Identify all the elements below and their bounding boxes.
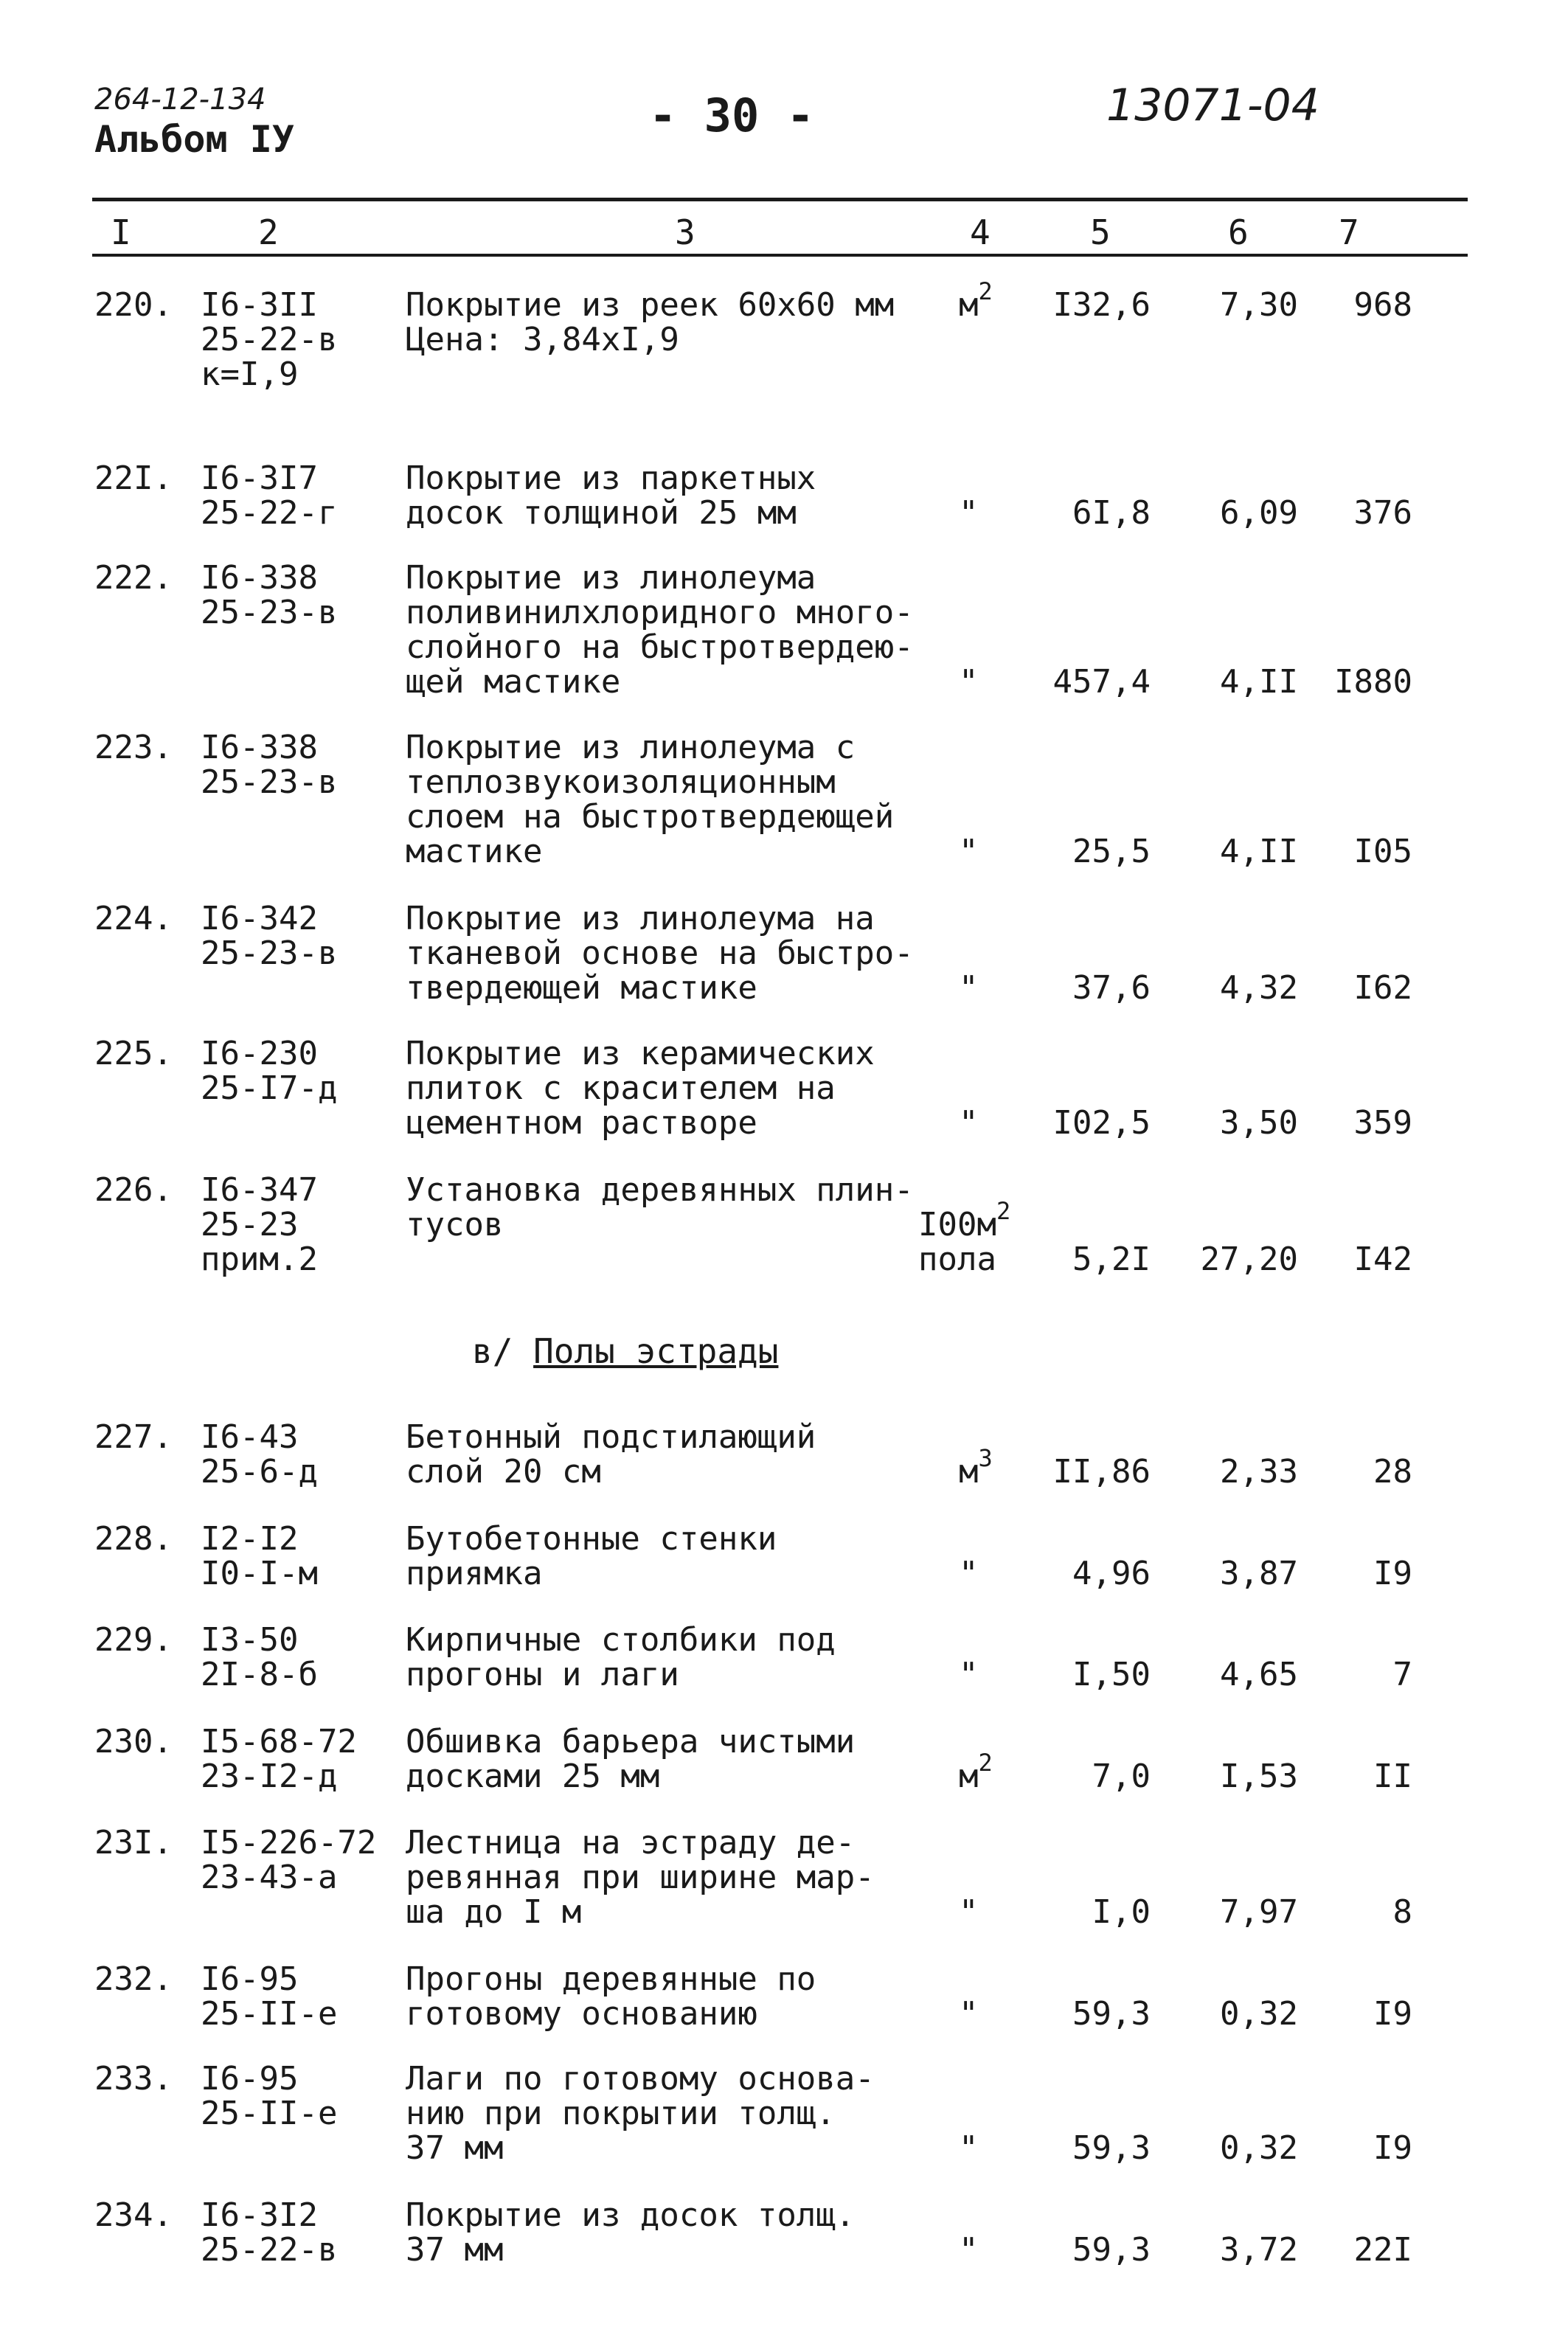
unit-text: ": [959, 1893, 979, 1931]
work-description: Обшивка барьера чистыми досками 25 мм: [406, 1723, 856, 1795]
total-cost: 359: [1353, 1104, 1412, 1142]
row-number: 222.: [94, 559, 173, 597]
quantity: I,50: [1072, 1656, 1151, 1693]
total-cost: 7: [1392, 1656, 1412, 1693]
quantity: 59,3: [1072, 2129, 1151, 2167]
column-header-7: 7: [1339, 212, 1359, 252]
unit-price: I,53: [1220, 1758, 1298, 1795]
quantity: 5,2I: [1072, 1241, 1151, 1278]
row-number: 228.: [94, 1520, 173, 1558]
row-number: 224.: [94, 900, 173, 937]
unit-text: ": [959, 494, 979, 532]
unit-superscript: 2: [996, 1197, 1011, 1225]
column-header-2: 2: [258, 212, 279, 252]
unit-text: ": [959, 663, 979, 701]
unit-text: м: [959, 1758, 979, 1795]
header-rule: [92, 254, 1468, 257]
column-header-1: I: [111, 212, 131, 252]
row-number: 226.: [94, 1171, 173, 1209]
total-cost: I42: [1353, 1241, 1412, 1278]
total-cost: I62: [1353, 969, 1412, 1007]
quantity: I02,5: [1052, 1104, 1151, 1142]
norm-code: I6-338 25-23-в: [201, 559, 338, 631]
work-description: Кирпичные столбики под прогоны и лаги: [406, 1621, 836, 1693]
row-number: 23I.: [94, 1824, 173, 1862]
unit-price: 27,20: [1200, 1241, 1298, 1278]
quantity: I,0: [1092, 1893, 1151, 1931]
total-cost: 8: [1392, 1893, 1412, 1931]
page-number: - 30 -: [649, 89, 814, 142]
unit: [959, 1106, 979, 1140]
unit-text: ": [959, 969, 979, 1007]
unit-text: м: [959, 286, 979, 324]
document-number: 13071-04: [1106, 80, 1319, 131]
unit-price: 6,09: [1220, 494, 1298, 532]
section-heading: [472, 1331, 778, 1371]
unit: [959, 1444, 993, 1491]
column-header-6: 6: [1228, 212, 1249, 252]
unit-text: ": [959, 1555, 979, 1592]
unit-price: 2,33: [1220, 1453, 1298, 1491]
unit: [959, 1997, 979, 2031]
quantity: II,86: [1052, 1453, 1151, 1491]
unit-text: м: [959, 1453, 979, 1491]
norm-code: I6-95 25-II-е: [201, 2060, 338, 2132]
norm-code: I6-230 25-I7-д: [201, 1035, 338, 1107]
unit-text: ": [959, 1104, 979, 1142]
norm-code: I6-347 25-23 прим.2: [201, 1171, 318, 1278]
work-description: Покрытие из реек 60x60 мм Цена: 3,84xI,9: [406, 286, 895, 358]
top-rule: [92, 198, 1468, 201]
unit-price: 4,32: [1220, 969, 1298, 1007]
unit: [959, 496, 979, 530]
row-number: 225.: [94, 1035, 173, 1072]
work-description: Покрытие из керамических плиток с красителем на цементном растворе: [406, 1035, 875, 1142]
norm-code: I6-3II 25-22-в к=I,9: [201, 286, 338, 393]
work-description: Покрытие из досок толщ. 37 мм: [406, 2196, 856, 2269]
total-cost: I880: [1334, 663, 1412, 701]
row-number: 229.: [94, 1621, 173, 1659]
unit-price: 0,32: [1220, 1995, 1298, 2033]
row-number: 232.: [94, 1960, 173, 1998]
unit: [959, 834, 979, 869]
work-description: Покрытие из линолеума на тканевой основе на быстро- твердеющей мастике: [406, 900, 914, 1007]
norm-code: I3-50 2I-8-б: [201, 1621, 318, 1693]
unit-price: 4,II: [1220, 833, 1298, 870]
unit-price: 3,50: [1220, 1104, 1298, 1142]
unit: [959, 2131, 979, 2165]
album-code: 264-12-134: [94, 83, 266, 117]
unit-superscript: 2: [978, 1749, 993, 1777]
row-number: 22I.: [94, 459, 173, 497]
total-cost: 22I: [1353, 2231, 1412, 2269]
norm-code: I6-3I2 25-22-в: [201, 2196, 338, 2269]
norm-code: I5-226-72 23-43-а: [201, 1824, 377, 1896]
norm-code: I6-338 25-23-в: [201, 729, 338, 801]
quantity: I32,6: [1052, 286, 1151, 324]
unit-text: ": [959, 1656, 979, 1693]
norm-code: I5-68-72 23-I2-д: [201, 1723, 357, 1795]
unit: [959, 1895, 979, 1929]
quantity: 4,96: [1072, 1555, 1151, 1592]
unit-text: ": [959, 833, 979, 870]
unit-text: ": [959, 2231, 979, 2269]
norm-code: I6-95 25-II-е: [201, 1960, 338, 2033]
row-number: 227.: [94, 1418, 173, 1456]
work-description: Бутобетонные стенки приямка: [406, 1520, 777, 1592]
unit-price: 4,65: [1220, 1656, 1298, 1693]
section-title: Полы эстрады: [533, 1331, 779, 1371]
unit: [959, 1657, 979, 1692]
unit: [959, 1749, 993, 1795]
quantity: 59,3: [1072, 2231, 1151, 2269]
row-number: 233.: [94, 2060, 173, 2098]
unit: [959, 2233, 979, 2267]
quantity: 7,0: [1092, 1758, 1151, 1795]
unit: [959, 665, 979, 699]
total-cost: I9: [1373, 1555, 1412, 1592]
unit-superscript: 3: [978, 1444, 993, 1472]
album-title: Альбом IУ: [94, 118, 294, 161]
total-cost: I9: [1373, 1995, 1412, 2033]
unit-price: 4,II: [1220, 663, 1298, 701]
work-description: Покрытие из линолеума поливинилхлоридного много- слойного на быстротвердею- щей мастике: [406, 559, 914, 701]
norm-code: I2-I2 I0-I-м: [201, 1520, 318, 1592]
work-description: Лестница на эстраду де- ревянная при ширине мар- ша до I м: [406, 1824, 875, 1931]
unit: [959, 277, 993, 324]
work-description: Покрытие из паркетных досок толщиной 25 мм: [406, 459, 816, 532]
total-cost: 376: [1353, 494, 1412, 532]
unit: [959, 1556, 979, 1591]
total-cost: II: [1373, 1758, 1412, 1795]
norm-code: I6-342 25-23-в: [201, 900, 338, 972]
quantity: 457,4: [1052, 663, 1151, 701]
row-number: 220.: [94, 286, 173, 324]
work-description: Установка деревянных плин- тусов: [406, 1171, 914, 1243]
unit-superscript: 2: [978, 277, 993, 305]
unit-price: 3,72: [1220, 2231, 1298, 2269]
unit: [959, 971, 979, 1005]
total-cost: I9: [1373, 2129, 1412, 2167]
quantity: 37,6: [1072, 969, 1151, 1007]
column-header-5: 5: [1090, 212, 1111, 252]
norm-code: I6-3I7 25-22-г: [201, 459, 338, 532]
row-number: 223.: [94, 729, 173, 766]
quantity: 59,3: [1072, 1995, 1151, 2033]
column-header-4: 4: [970, 212, 991, 252]
work-description: Бетонный подстилающий слой 20 см: [406, 1418, 816, 1491]
total-cost: 968: [1353, 286, 1412, 324]
unit-text: ": [959, 2129, 979, 2167]
total-cost: I05: [1353, 833, 1412, 870]
unit-price: 3,87: [1220, 1555, 1298, 1592]
unit: $I00м^2$ пола: [918, 1197, 1011, 1278]
column-header-3: 3: [675, 212, 695, 252]
total-cost: 28: [1373, 1453, 1412, 1491]
work-description: Прогоны деревянные по готовому основанию: [406, 1960, 816, 2033]
unit-price: 0,32: [1220, 2129, 1298, 2167]
section-prefix: в/: [472, 1331, 534, 1371]
row-number: 234.: [94, 2196, 173, 2234]
unit-text: I00м: [918, 1206, 996, 1243]
work-description: Лаги по готовому основа- нию при покрытии толщ. 37 мм: [406, 2060, 875, 2167]
quantity: 25,5: [1072, 833, 1151, 870]
unit-price: 7,30: [1220, 286, 1298, 324]
unit-text: ": [959, 1995, 979, 2033]
row-number: 230.: [94, 1723, 173, 1760]
work-description: Покрытие из линолеума с теплозвукоизоляционным слоем на быстротвердеющей мастике: [406, 729, 895, 870]
unit-price: 7,97: [1220, 1893, 1298, 1931]
quantity: 6I,8: [1072, 494, 1151, 532]
norm-code: I6-43 25-6-д: [201, 1418, 318, 1491]
